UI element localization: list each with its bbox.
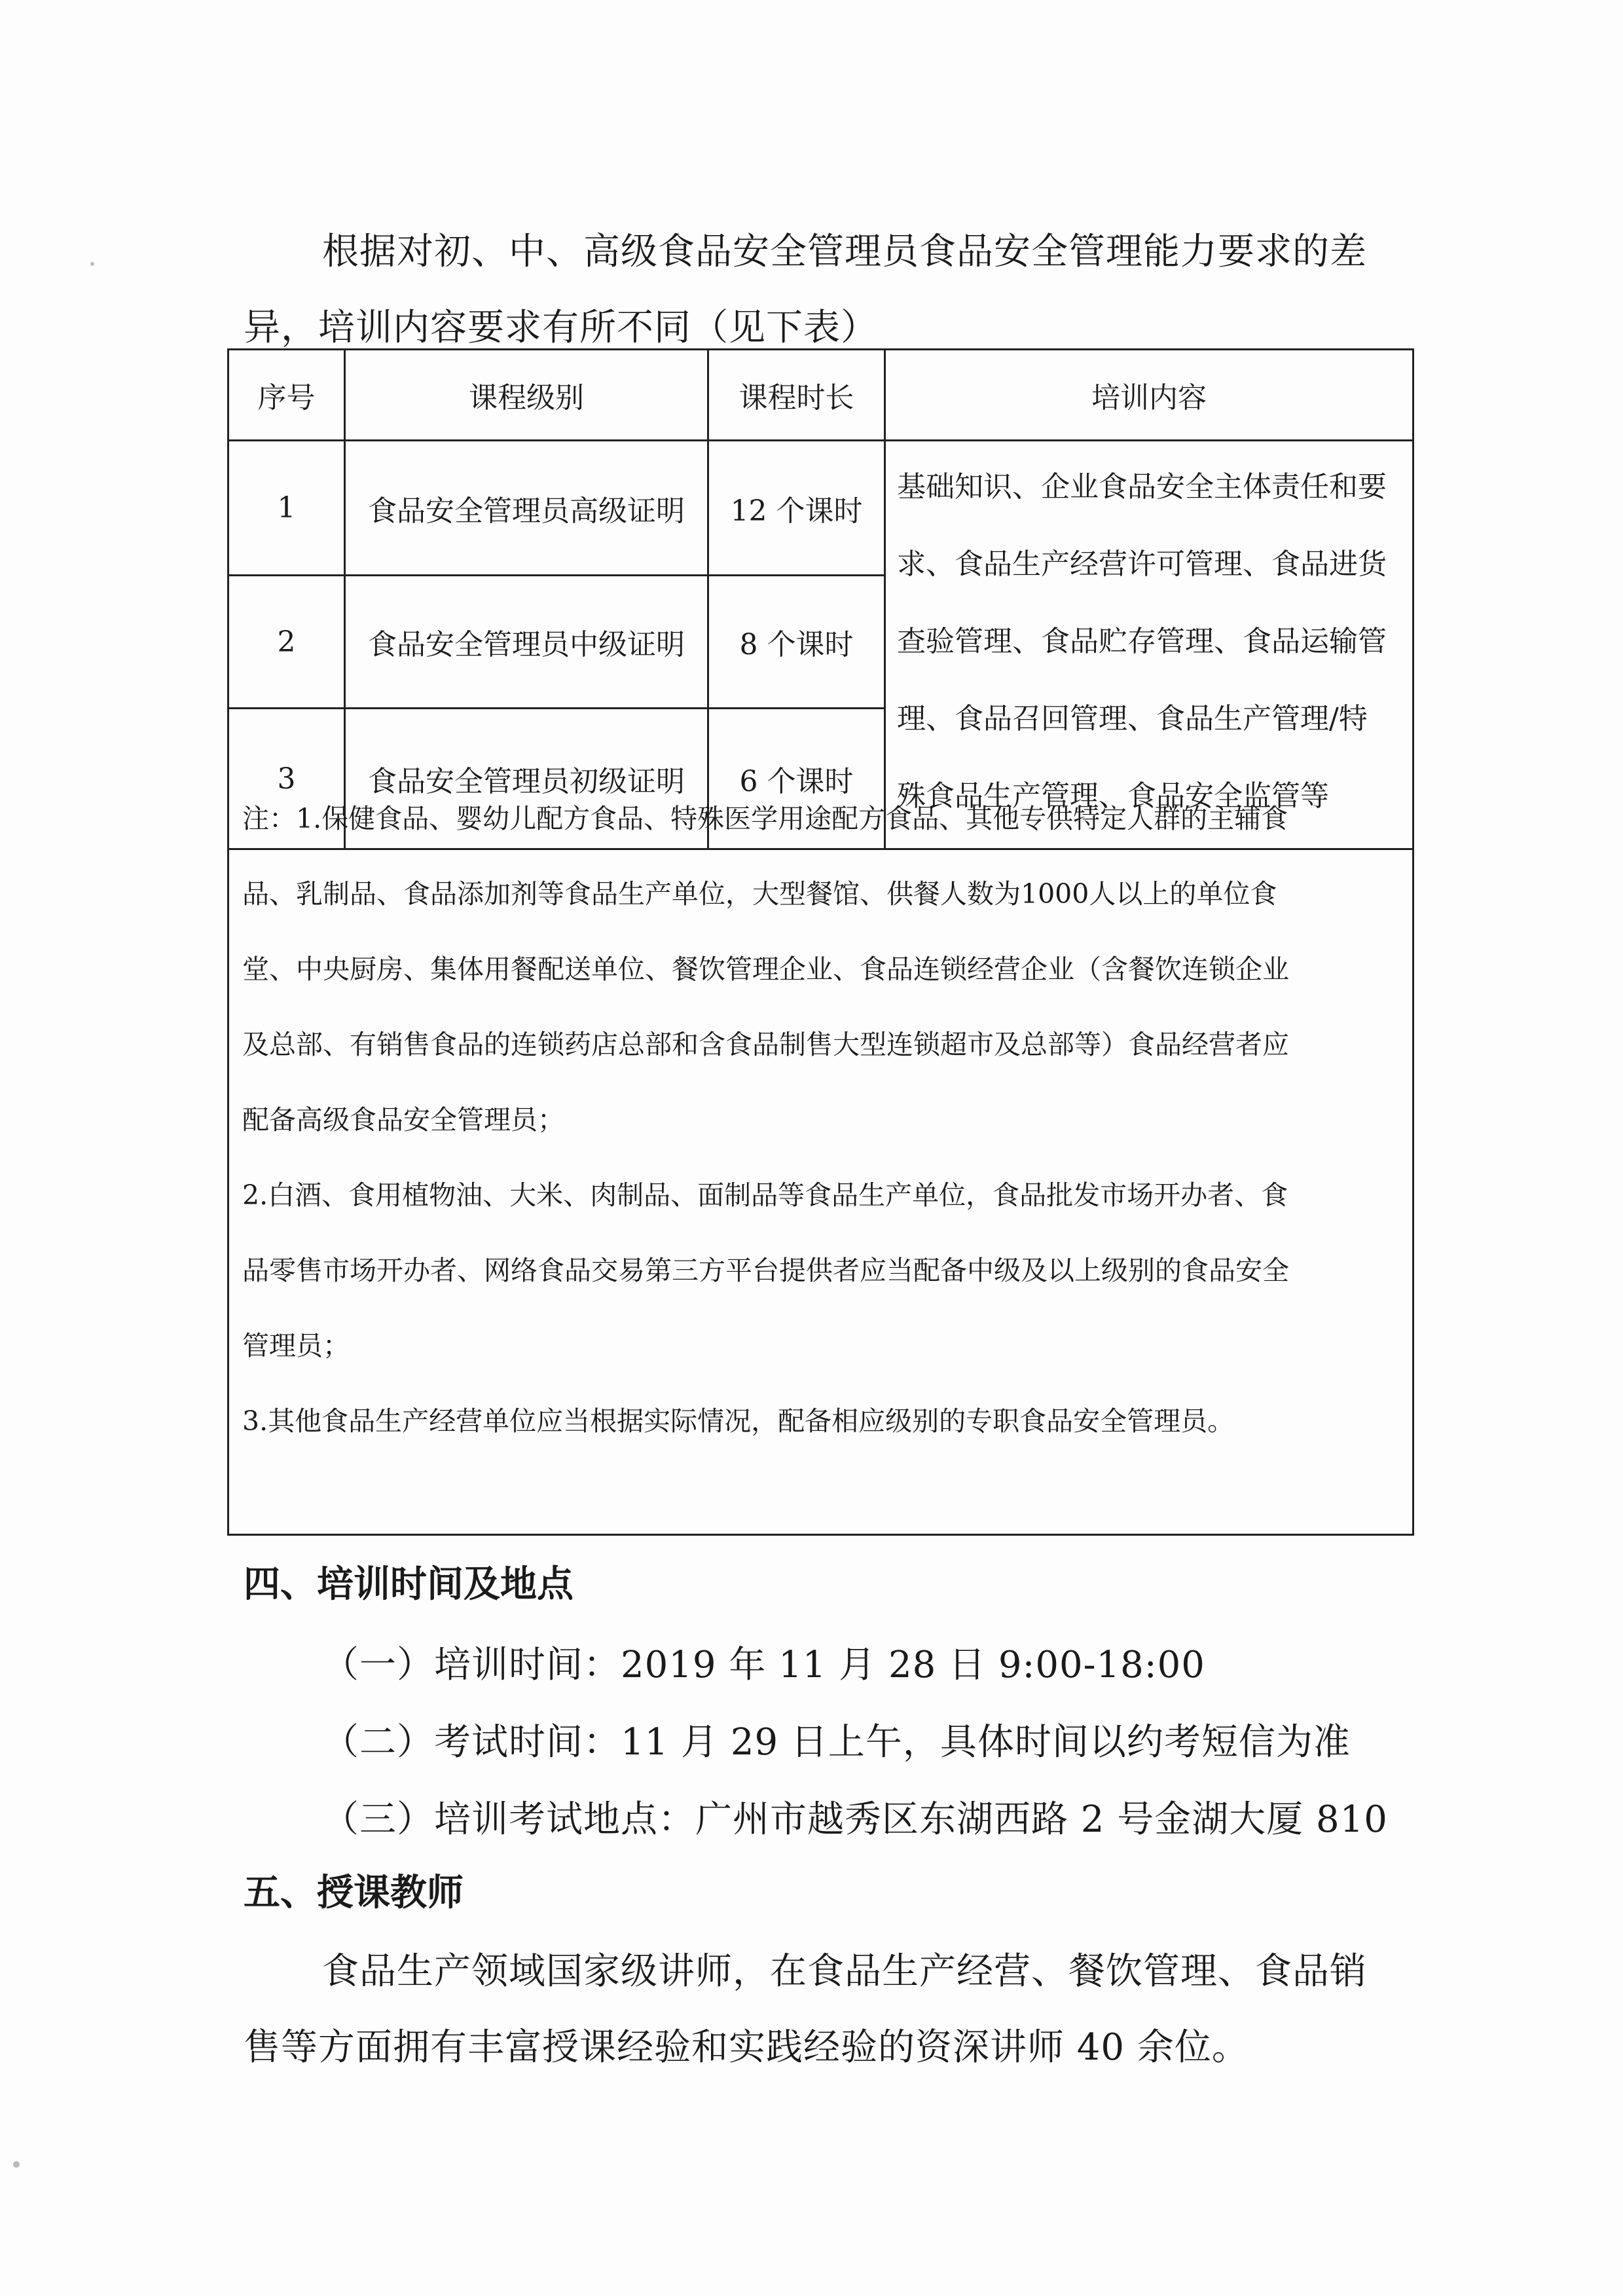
intro-line-2: 异，培训内容要求有所不同（见下表） xyxy=(244,306,878,349)
header-no: 序号 xyxy=(257,381,316,415)
section-5-body-line-2: 售等方面拥有丰富授课经验和实践经验的资深讲师 40 余位。 xyxy=(244,2026,1249,2069)
content-line: 查验管理、食品贮存管理、食品运输管 xyxy=(897,625,1387,658)
training-table xyxy=(227,348,1414,1536)
note-line: 堂、中央厨房、集体用餐配送单位、餐饮管理企业、食品连锁经营企业（含餐饮连锁企业 xyxy=(242,954,1289,985)
scan-speck xyxy=(90,262,94,266)
note-line: 配备高级食品安全管理员； xyxy=(242,1104,564,1136)
scan-speck xyxy=(13,2161,20,2168)
note-line: 及总部、有销售食品的连锁药店总部和含食品制售大型连锁超市及总部等）食品经营者应 xyxy=(242,1029,1289,1060)
row-3-level: 食品安全管理员初级证明 xyxy=(368,765,685,798)
content-line: 殊食品生产管理、食品安全监管等 xyxy=(897,779,1329,813)
row-1-no: 1 xyxy=(277,491,296,525)
note-line: 管理员； xyxy=(242,1330,350,1361)
header-content: 培训内容 xyxy=(1091,381,1207,415)
training-content-cell xyxy=(897,449,1408,835)
section-4-item-2: （二）考试时间：11 月 29 日上午，具体时间以约考短信为准 xyxy=(322,1721,1351,1764)
header-level: 课程级别 xyxy=(469,381,584,415)
note-line: 品零售市场开办者、网络食品交易第三方平台提供者应当配备中级及以上级别的食品安全 xyxy=(242,1255,1289,1286)
note-line: 注：1.保健食品、婴幼儿配方食品、特殊医学用途配方食品、其他专供特定人群的主辅食 xyxy=(242,803,1288,834)
row-3-duration: 6 个课时 xyxy=(739,765,854,798)
section-4-item-1: （一）培训时间：2019 年 11 月 28 日 9:00-18:00 xyxy=(322,1644,1205,1686)
row-2-level: 食品安全管理员中级证明 xyxy=(368,628,685,661)
row-3-no: 3 xyxy=(277,762,296,796)
content-line: 基础知识、企业食品安全主体责任和要 xyxy=(897,470,1387,504)
section-4-item-3: （三）培训考试地点：广州市越秀区东湖西路 2 号金湖大厦 810 xyxy=(322,1798,1388,1841)
row-2-duration: 8 个课时 xyxy=(739,628,854,661)
section-4-heading: 四、培训时间及地点 xyxy=(244,1563,574,1606)
content-line: 求、食品生产经营许可管理、食品进货 xyxy=(897,547,1387,581)
row-2-no: 2 xyxy=(277,625,296,659)
content-line: 理、食品召回管理、食品生产管理/特 xyxy=(897,702,1368,735)
row-1-duration: 12 个课时 xyxy=(730,494,863,528)
note-line: 3.其他食品生产经营单位应当根据实际情况，配备相应级别的专职食品安全管理员。 xyxy=(242,1405,1235,1437)
row-1-level: 食品安全管理员高级证明 xyxy=(368,494,685,528)
note-line: 品、乳制品、食品添加剂等食品生产单位，大型餐馆、供餐人数为1000人以上的单位食 xyxy=(242,878,1277,910)
section-5-body-line-1: 食品生产领域国家级讲师，在食品生产经营、餐饮管理、食品销 xyxy=(322,1950,1367,1993)
header-duration: 课程时长 xyxy=(739,381,854,415)
intro-line-1: 根据对初、中、高级食品安全管理员食品安全管理能力要求的差 xyxy=(322,231,1367,273)
note-line: 2.白酒、食用植物油、大米、肉制品、面制品等食品生产单位，食品批发市场开办者、食 xyxy=(242,1179,1288,1211)
table-notes xyxy=(242,781,1408,1459)
section-5-heading: 五、授课教师 xyxy=(244,1872,464,1914)
